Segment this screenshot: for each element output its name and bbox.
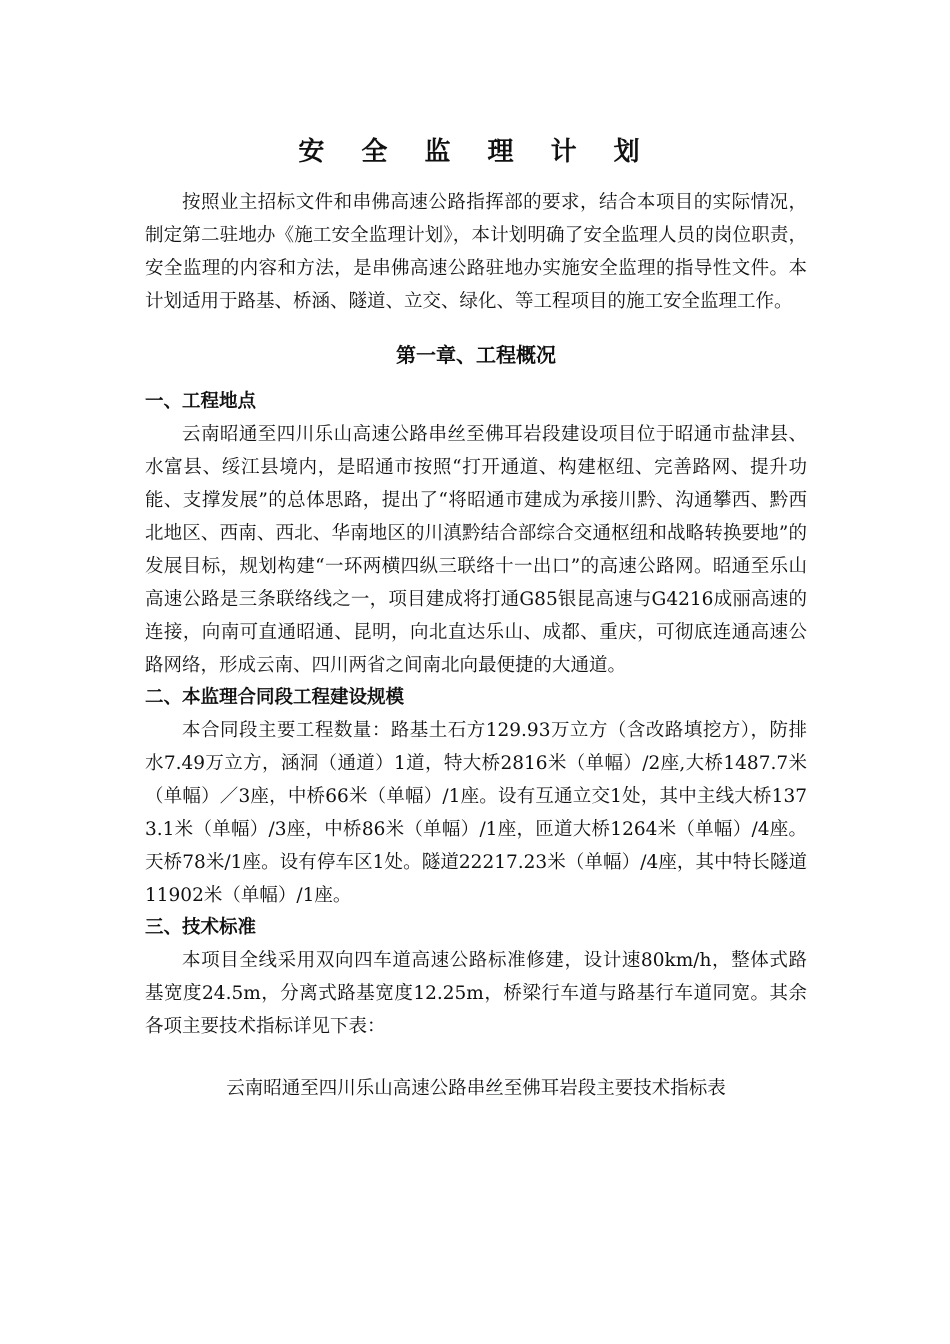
section-body: 本项目全线采用双向四车道高速公路标准修建，设计速80km/h，整体式路基宽度24.5m，分离式路基宽度12.25m，桥梁行车道与路基行车道同宽。其余各项主要技术指标详见下表： — [145, 950, 807, 1037]
section-heading: 一、工程地点 — [145, 391, 257, 412]
table-caption: 云南昭通至四川乐山高速公路串丝至佛耳岩段主要技术指标表 — [226, 1078, 726, 1099]
section-body: 本合同段主要工程数量：路基土石方129.93万立方（含改路填挖方），防排水7.49万立方，涵洞（通道）1道，特大桥2816米（单幅）/2座,大桥1487.7米（单幅）／3座，中桥66米（单幅）/1座。设有互通立交1处，其中主线大桥1373.1米（单幅）/3座，中桥86米（单幅）/1座，匝道大桥1264米（单幅）/4座。天桥78米/1座。设有停车区1处。隧道22217.23米（单幅）/4座，其中特长隧道11902米（单幅）/1座。 — [145, 720, 807, 906]
document-page — [145, 132, 807, 1105]
section-heading: 二、本监理合同段工程建设规模 — [145, 687, 405, 708]
chapter-heading: 第一章、工程概况 — [396, 343, 556, 367]
document-title: 安 全 监 理 计 划 — [298, 137, 654, 167]
intro-paragraph: 按照业主招标文件和串佛高速公路指挥部的要求，结合本项目的实际情况，制定第二驻地办《施工安全监理计划》，本计划明确了安全监理人员的岗位职责，安全监理的内容和方法，是串佛高速公路驻地办实施安全监理的指导性文件。本计划适用于路基、桥涵、隧道、立交、绿化、等工程项目的施工安全监理工作。 — [145, 192, 807, 312]
section-heading: 三、技术标准 — [145, 917, 257, 938]
section-body: 云南昭通至四川乐山高速公路串丝至佛耳岩段建设项目位于昭通市盐津县、水富县、绥江县境内，是昭通市按照“打开通道、构建枢纽、完善路网、提升功能、支撑发展”的总体思路，提出了“将昭通市建成为承接川黔、沟通攀西、黔西北地区、西南、西北、华南地区的川滇黔结合部综合交通枢纽和战略转换要地”的发展目标，规划构建“一环两横四纵三联络十一出口”的高速公路网。昭通至乐山高速公路是三条联络线之一，项目建成将打通G85银昆高速与G4216成丽高速的连接，向南可直通昭通、昆明，向北直达乐山、成都、重庆，可彻底连通高速公路网络，形成云南、四川两省之间南北向最便捷的大通道。 — [145, 424, 807, 676]
